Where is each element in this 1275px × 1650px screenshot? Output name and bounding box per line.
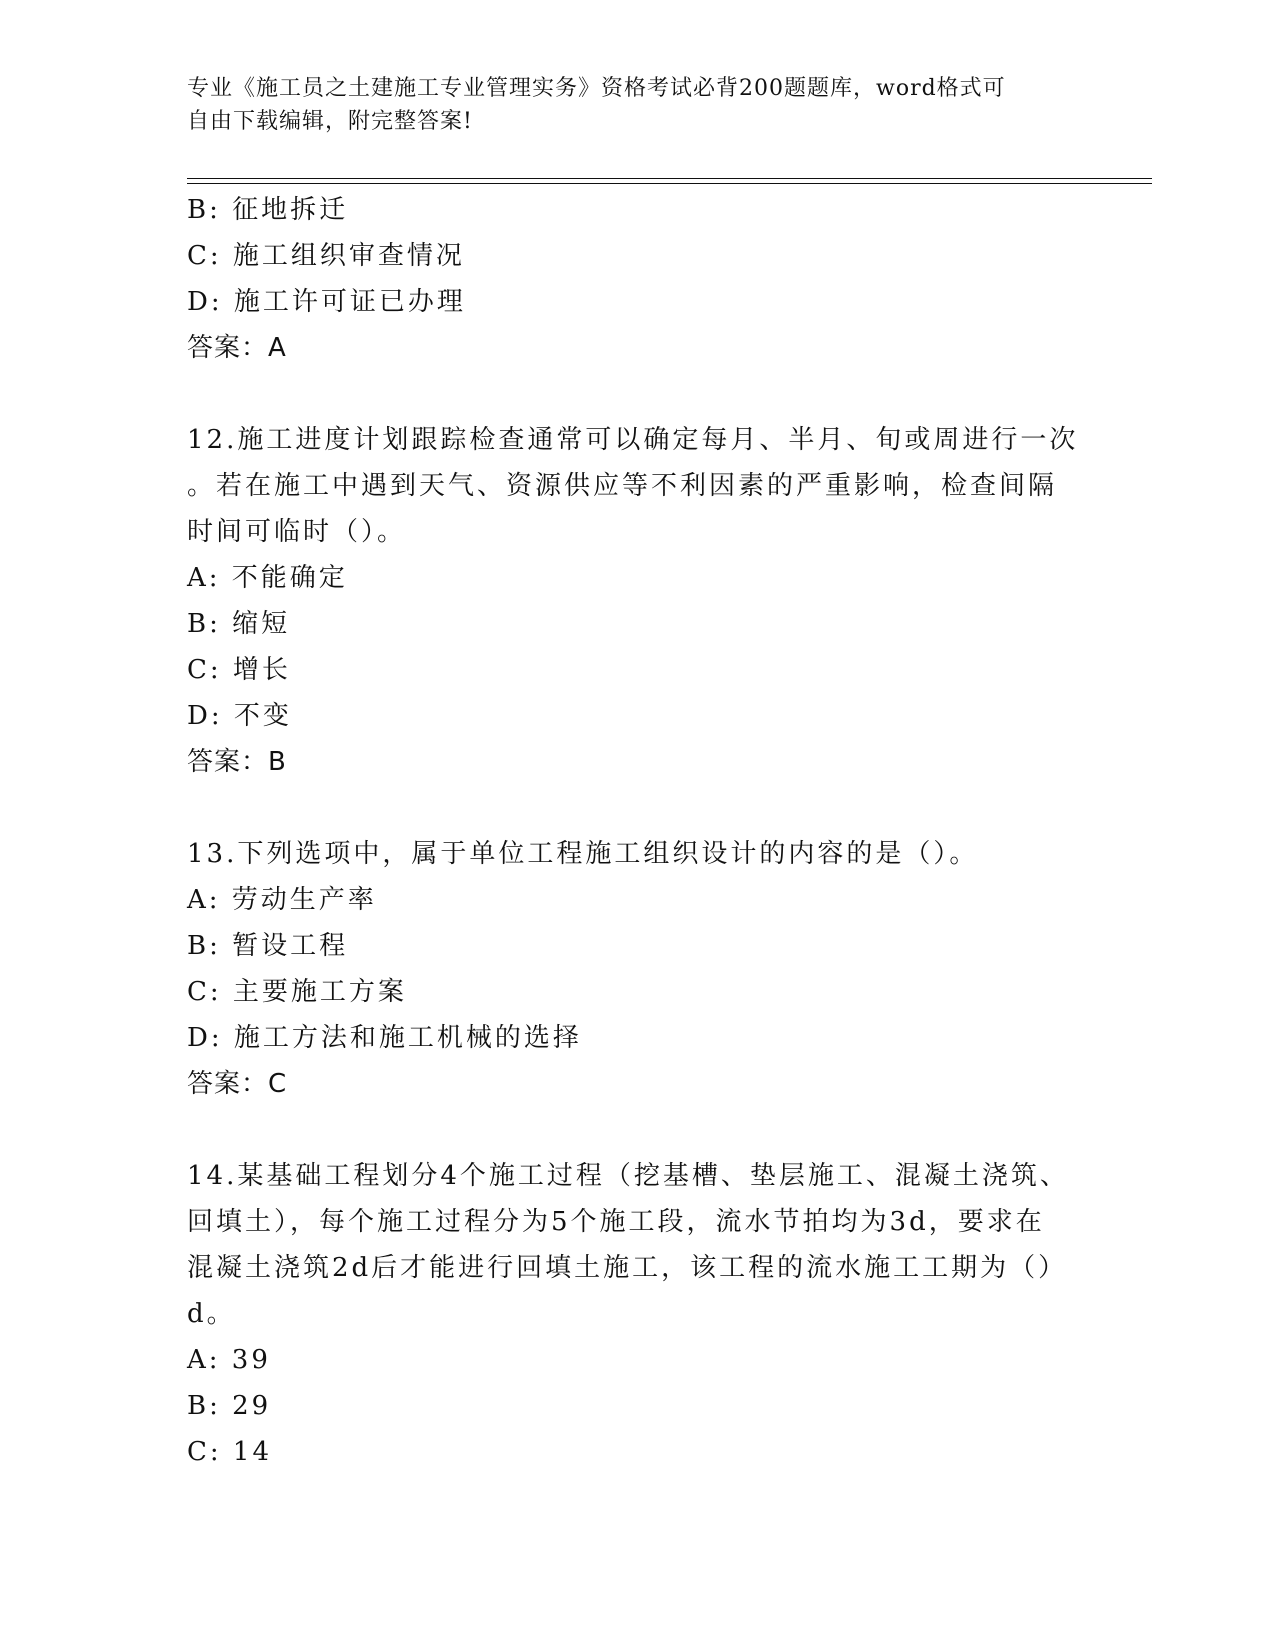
- header-divider-top: [187, 178, 1152, 179]
- option-c: C: 施工组织审查情况: [187, 241, 465, 271]
- answer: 答案：B: [187, 747, 287, 777]
- header-line-2: 自由下载编辑，附完整答案!: [187, 109, 473, 134]
- option-a: A: 不能确定: [187, 563, 348, 593]
- question-14: [187, 1153, 1087, 1475]
- question-text-line: 回填土），每个施工过程分为5个施工段，流水节拍均为3d，要求在: [187, 1207, 1045, 1237]
- option-c: C: 14: [187, 1437, 273, 1467]
- option-b: B: 29: [187, 1391, 272, 1421]
- question-text-line: 。若在施工中遇到天气、资源供应等不利因素的严重影响，检查间隔: [187, 471, 1058, 501]
- option-d: D: 不变: [187, 701, 292, 731]
- question-content: [187, 187, 1087, 1475]
- answer: 答案：C: [187, 1069, 288, 1099]
- option-c: C: 增长: [187, 655, 291, 685]
- question-text-line: 时间可临时（）。: [187, 517, 407, 547]
- question-13: [187, 831, 1087, 1107]
- question-text-line: 混凝土浇筑2d后才能进行回填土施工，该工程的流水施工工期为（）: [187, 1253, 1068, 1283]
- option-a: A: 39: [187, 1345, 271, 1375]
- question-text-line: 13.下列选项中，属于单位工程施工组织设计的内容的是（）。: [187, 839, 979, 869]
- header-divider-bottom: [187, 183, 1152, 184]
- question-12: [187, 417, 1087, 785]
- question-text-line: 14.某基础工程划分4个施工过程（挖基槽、垫层施工、混凝土浇筑、: [187, 1161, 1069, 1191]
- option-c: C: 主要施工方案: [187, 977, 407, 1007]
- option-a: A: 劳动生产率: [187, 885, 377, 915]
- document-header: [187, 72, 1067, 138]
- question-text-line: 12.施工进度计划跟踪检查通常可以确定每月、半月、旬或周进行一次: [187, 425, 1079, 455]
- option-b: B: 暂设工程: [187, 931, 349, 961]
- option-b: B: 征地拆迁: [187, 195, 349, 225]
- answer: 答案：A: [187, 333, 287, 363]
- question-text-line: d。: [187, 1299, 236, 1329]
- option-b: B: 缩短: [187, 609, 291, 639]
- question-11-tail: [187, 187, 1087, 371]
- option-d: D: 施工许可证已办理: [187, 287, 466, 317]
- option-d: D: 施工方法和施工机械的选择: [187, 1023, 582, 1053]
- header-line-1: 专业《施工员之土建施工专业管理实务》资格考试必背200题题库，word格式可: [187, 76, 1006, 101]
